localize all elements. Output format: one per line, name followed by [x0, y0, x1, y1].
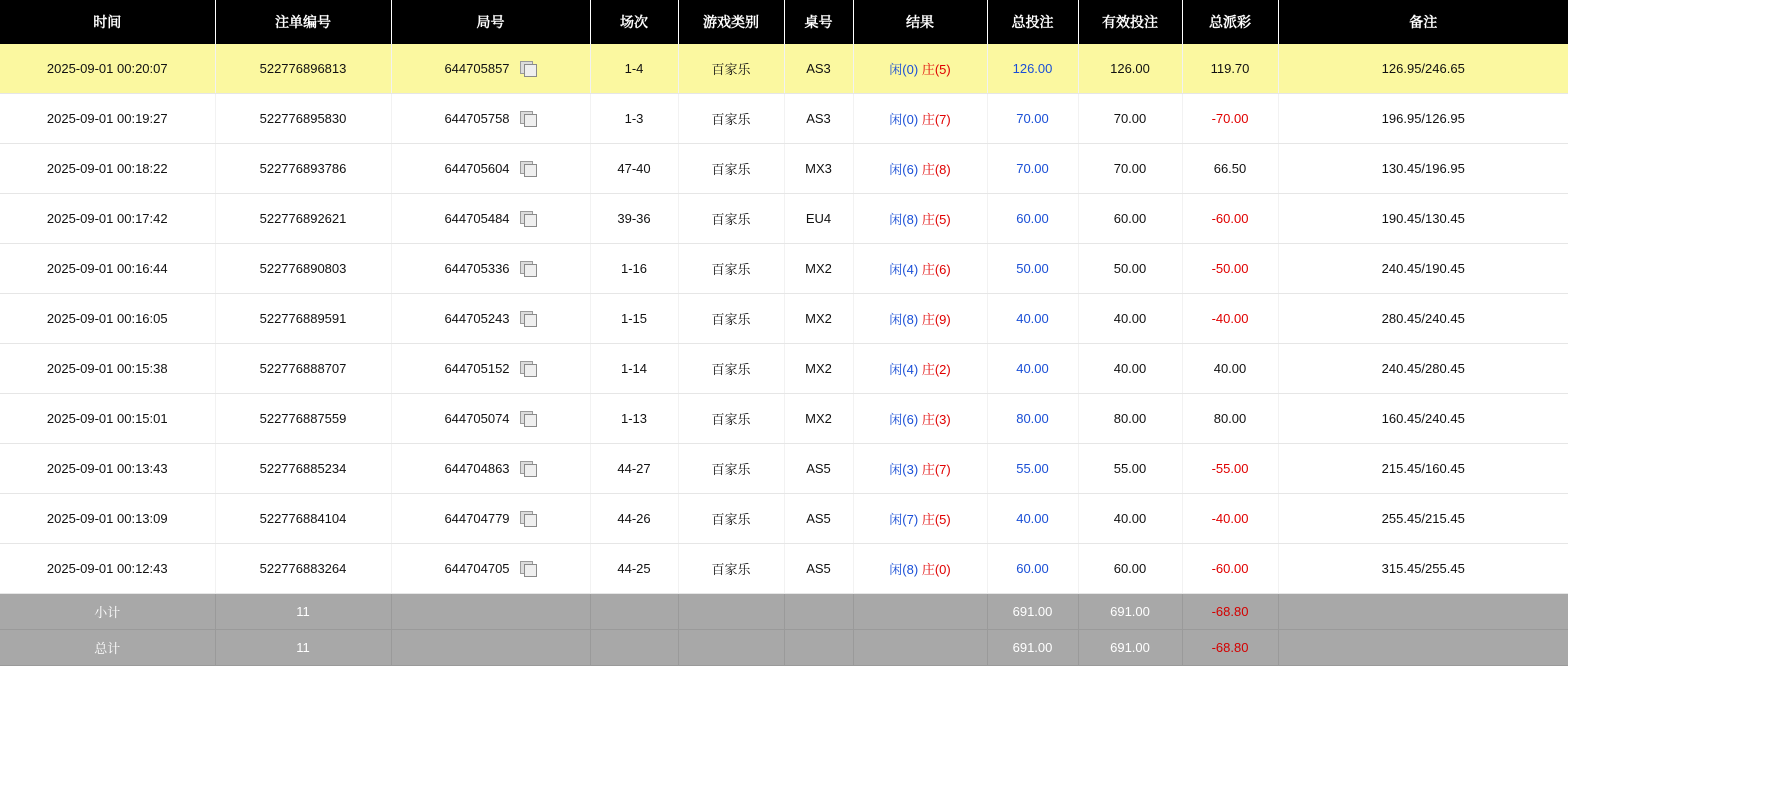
column-header-game-type: 游戏类别 — [678, 0, 784, 44]
cell-round-no — [391, 544, 590, 594]
cell-round-no — [391, 294, 590, 344]
summary-valid-bet: 691.00 — [1078, 630, 1182, 666]
cell-time: 2025-09-01 00:19:27 — [0, 94, 215, 144]
cell-payout: 80.00 — [1182, 394, 1278, 444]
cell-remark: 190.45/130.45 — [1278, 194, 1568, 244]
result-player: 闲(0) — [889, 112, 919, 127]
cell-payout: -40.00 — [1182, 494, 1278, 544]
cell-session: 44-27 — [590, 444, 678, 494]
cell-result — [853, 144, 987, 194]
cell-table-no: MX2 — [784, 294, 853, 344]
cell-result — [853, 294, 987, 344]
cell-valid-bet: 40.00 — [1078, 494, 1182, 544]
cell-total-bet: 126.00 — [987, 44, 1078, 94]
round-no-text: 644705604 — [444, 161, 510, 176]
cell-order-no: 522776884104 — [215, 494, 391, 544]
cell-session: 1-3 — [590, 94, 678, 144]
cell-total-bet: 40.00 — [987, 494, 1078, 544]
table-row[interactable] — [0, 544, 1568, 594]
result-banker: 庄(3) — [921, 412, 951, 427]
cell-remark: 130.45/196.95 — [1278, 144, 1568, 194]
cell-session: 1-4 — [590, 44, 678, 94]
result-banker: 庄(7) — [921, 462, 951, 477]
column-header-valid-bet: 有效投注 — [1078, 0, 1182, 44]
cell-time: 2025-09-01 00:17:42 — [0, 194, 215, 244]
round-no-text: 644705484 — [444, 211, 510, 226]
copy-icon[interactable] — [520, 261, 537, 276]
cell-result — [853, 94, 987, 144]
summary-blank-session — [590, 630, 678, 666]
result-player: 闲(3) — [889, 462, 919, 477]
result-banker: 庄(5) — [921, 62, 951, 77]
round-no-text: 644704705 — [444, 561, 510, 576]
column-header-time: 时间 — [0, 0, 215, 44]
round-no-text: 644705336 — [444, 261, 510, 276]
cell-time: 2025-09-01 00:20:07 — [0, 44, 215, 94]
cell-result — [853, 194, 987, 244]
cell-time: 2025-09-01 00:16:05 — [0, 294, 215, 344]
summary-blank-result — [853, 630, 987, 666]
cell-session: 1-15 — [590, 294, 678, 344]
cell-order-no: 522776883264 — [215, 544, 391, 594]
cell-session: 39-36 — [590, 194, 678, 244]
column-header-table-no: 桌号 — [784, 0, 853, 44]
cell-remark: 315.45/255.45 — [1278, 544, 1568, 594]
round-no-text: 644705758 — [444, 111, 510, 126]
cell-session: 44-25 — [590, 544, 678, 594]
cell-time: 2025-09-01 00:12:43 — [0, 544, 215, 594]
cell-game-type: 百家乐 — [678, 294, 784, 344]
cell-result — [853, 444, 987, 494]
cell-round-no — [391, 394, 590, 444]
copy-icon[interactable] — [520, 411, 537, 426]
cell-remark: 240.45/280.45 — [1278, 344, 1568, 394]
cell-round-no — [391, 44, 590, 94]
result-player: 闲(7) — [889, 512, 919, 527]
cell-order-no: 522776888707 — [215, 344, 391, 394]
result-banker: 庄(0) — [921, 562, 951, 577]
summary-label: 小计 — [0, 594, 215, 630]
cell-table-no: MX2 — [784, 244, 853, 294]
cell-table-no: AS5 — [784, 494, 853, 544]
cell-order-no: 522776887559 — [215, 394, 391, 444]
result-player: 闲(6) — [889, 162, 919, 177]
cell-valid-bet: 126.00 — [1078, 44, 1182, 94]
cell-table-no: MX3 — [784, 144, 853, 194]
summary-blank-round — [391, 594, 590, 630]
summary-count: 11 — [215, 594, 391, 630]
cell-valid-bet: 80.00 — [1078, 394, 1182, 444]
summary-total-bet: 691.00 — [987, 594, 1078, 630]
round-no-text: 644705243 — [444, 311, 510, 326]
column-header-result: 结果 — [853, 0, 987, 44]
cell-total-bet: 70.00 — [987, 144, 1078, 194]
table-row[interactable] — [0, 444, 1568, 494]
cell-table-no: MX2 — [784, 344, 853, 394]
copy-icon[interactable] — [520, 361, 537, 376]
cell-table-no: AS3 — [784, 94, 853, 144]
cell-game-type: 百家乐 — [678, 194, 784, 244]
cell-valid-bet: 60.00 — [1078, 544, 1182, 594]
cell-payout: -50.00 — [1182, 244, 1278, 294]
cell-result — [853, 544, 987, 594]
round-no-text: 644705152 — [444, 361, 510, 376]
cell-total-bet: 60.00 — [987, 544, 1078, 594]
summary-blank-game-type — [678, 594, 784, 630]
cell-total-bet: 40.00 — [987, 294, 1078, 344]
cell-order-no: 522776889591 — [215, 294, 391, 344]
cell-game-type: 百家乐 — [678, 344, 784, 394]
cell-game-type: 百家乐 — [678, 394, 784, 444]
cell-game-type: 百家乐 — [678, 494, 784, 544]
summary-blank-table-no — [784, 594, 853, 630]
cell-table-no: EU4 — [784, 194, 853, 244]
summary-total-bet: 691.00 — [987, 630, 1078, 666]
table-row[interactable] — [0, 344, 1568, 394]
cell-game-type: 百家乐 — [678, 94, 784, 144]
summary-blank-remark — [1278, 630, 1568, 666]
cell-time: 2025-09-01 00:13:43 — [0, 444, 215, 494]
copy-icon[interactable] — [520, 61, 537, 76]
cell-session: 1-13 — [590, 394, 678, 444]
cell-total-bet: 40.00 — [987, 344, 1078, 394]
cell-valid-bet: 70.00 — [1078, 94, 1182, 144]
cell-time: 2025-09-01 00:15:38 — [0, 344, 215, 394]
round-no-text: 644705857 — [444, 61, 510, 76]
cell-total-bet: 60.00 — [987, 194, 1078, 244]
table-row[interactable] — [0, 494, 1568, 544]
cell-game-type: 百家乐 — [678, 444, 784, 494]
round-no-text: 644705074 — [444, 411, 510, 426]
cell-round-no — [391, 144, 590, 194]
column-header-total-bet: 总投注 — [987, 0, 1078, 44]
cell-result — [853, 244, 987, 294]
cell-round-no — [391, 244, 590, 294]
result-banker: 庄(9) — [921, 312, 951, 327]
copy-icon[interactable] — [520, 311, 537, 326]
cell-valid-bet: 70.00 — [1078, 144, 1182, 194]
result-player: 闲(6) — [889, 412, 919, 427]
copy-icon[interactable] — [520, 161, 537, 176]
copy-icon[interactable] — [520, 561, 537, 576]
summary-count: 11 — [215, 630, 391, 666]
cell-remark: 240.45/190.45 — [1278, 244, 1568, 294]
cell-time: 2025-09-01 00:15:01 — [0, 394, 215, 444]
summary-valid-bet: 691.00 — [1078, 594, 1182, 630]
cell-valid-bet: 50.00 — [1078, 244, 1182, 294]
cell-table-no: AS5 — [784, 444, 853, 494]
cell-round-no — [391, 444, 590, 494]
cell-session: 44-26 — [590, 494, 678, 544]
cell-payout: -55.00 — [1182, 444, 1278, 494]
cell-payout: 119.70 — [1182, 44, 1278, 94]
cell-round-no — [391, 344, 590, 394]
summary-blank-session — [590, 594, 678, 630]
cell-total-bet: 70.00 — [987, 94, 1078, 144]
cell-payout: -60.00 — [1182, 194, 1278, 244]
result-player: 闲(0) — [889, 62, 919, 77]
round-no-text: 644704779 — [444, 511, 510, 526]
cell-remark: 280.45/240.45 — [1278, 294, 1568, 344]
cell-round-no — [391, 94, 590, 144]
cell-session: 1-14 — [590, 344, 678, 394]
result-player: 闲(8) — [889, 562, 919, 577]
cell-order-no: 522776885234 — [215, 444, 391, 494]
result-banker: 庄(8) — [921, 162, 951, 177]
cell-time: 2025-09-01 00:18:22 — [0, 144, 215, 194]
summary-label: 总计 — [0, 630, 215, 666]
column-header-round-no: 局号 — [391, 0, 590, 44]
result-player: 闲(4) — [889, 362, 919, 377]
round-no-text: 644704863 — [444, 461, 510, 476]
cell-time: 2025-09-01 00:16:44 — [0, 244, 215, 294]
cell-remark: 215.45/160.45 — [1278, 444, 1568, 494]
summary-payout: -68.80 — [1182, 630, 1278, 666]
result-banker: 庄(6) — [921, 262, 951, 277]
copy-icon[interactable] — [520, 211, 537, 226]
cell-remark: 196.95/126.95 — [1278, 94, 1568, 144]
result-player: 闲(8) — [889, 312, 919, 327]
cell-order-no: 522776895830 — [215, 94, 391, 144]
summary-row — [0, 630, 1568, 666]
cell-valid-bet: 60.00 — [1078, 194, 1182, 244]
cell-payout: 40.00 — [1182, 344, 1278, 394]
result-banker: 庄(2) — [921, 362, 951, 377]
cell-result — [853, 394, 987, 444]
cell-table-no: MX2 — [784, 394, 853, 444]
result-banker: 庄(5) — [921, 512, 951, 527]
cell-game-type: 百家乐 — [678, 144, 784, 194]
cell-valid-bet: 40.00 — [1078, 294, 1182, 344]
column-header-remark: 备注 — [1278, 0, 1568, 44]
cell-round-no — [391, 194, 590, 244]
table-header — [0, 0, 1568, 44]
cell-order-no: 522776893786 — [215, 144, 391, 194]
column-header-payout: 总派彩 — [1182, 0, 1278, 44]
summary-blank-table-no — [784, 630, 853, 666]
result-banker: 庄(5) — [921, 212, 951, 227]
cell-table-no: AS5 — [784, 544, 853, 594]
cell-total-bet: 50.00 — [987, 244, 1078, 294]
cell-table-no: AS3 — [784, 44, 853, 94]
table-header-row — [0, 0, 1568, 44]
cell-session: 47-40 — [590, 144, 678, 194]
table-row[interactable] — [0, 144, 1568, 194]
table-row[interactable] — [0, 294, 1568, 344]
cell-result — [853, 44, 987, 94]
table-row[interactable] — [0, 394, 1568, 444]
copy-icon[interactable] — [520, 511, 537, 526]
cell-payout: -60.00 — [1182, 544, 1278, 594]
cell-order-no: 522776892621 — [215, 194, 391, 244]
cell-remark: 255.45/215.45 — [1278, 494, 1568, 544]
cell-game-type: 百家乐 — [678, 544, 784, 594]
cell-time: 2025-09-01 00:13:09 — [0, 494, 215, 544]
result-banker: 庄(7) — [921, 112, 951, 127]
cell-valid-bet: 55.00 — [1078, 444, 1182, 494]
cell-result — [853, 344, 987, 394]
summary-blank-remark — [1278, 594, 1568, 630]
summary-blank-game-type — [678, 630, 784, 666]
cell-total-bet: 80.00 — [987, 394, 1078, 444]
summary-blank-round — [391, 630, 590, 666]
column-header-order-no: 注单编号 — [215, 0, 391, 44]
cell-session: 1-16 — [590, 244, 678, 294]
table-row[interactable] — [0, 194, 1568, 244]
table-row[interactable] — [0, 94, 1568, 144]
cell-game-type: 百家乐 — [678, 244, 784, 294]
cell-payout: -70.00 — [1182, 94, 1278, 144]
cell-game-type: 百家乐 — [678, 44, 784, 94]
summary-payout: -68.80 — [1182, 594, 1278, 630]
cell-valid-bet: 40.00 — [1078, 344, 1182, 394]
summary-row — [0, 594, 1568, 630]
cell-order-no: 522776896813 — [215, 44, 391, 94]
cell-order-no: 522776890803 — [215, 244, 391, 294]
cell-total-bet: 55.00 — [987, 444, 1078, 494]
table-body — [0, 44, 1568, 666]
cell-result — [853, 494, 987, 544]
cell-payout: -40.00 — [1182, 294, 1278, 344]
copy-icon[interactable] — [520, 111, 537, 126]
cell-round-no — [391, 494, 590, 544]
table-row[interactable] — [0, 44, 1568, 94]
summary-blank-result — [853, 594, 987, 630]
table-row[interactable] — [0, 244, 1568, 294]
result-player: 闲(4) — [889, 262, 919, 277]
cell-payout: 66.50 — [1182, 144, 1278, 194]
column-header-session: 场次 — [590, 0, 678, 44]
cell-remark: 160.45/240.45 — [1278, 394, 1568, 444]
cell-remark: 126.95/246.65 — [1278, 44, 1568, 94]
result-player: 闲(8) — [889, 212, 919, 227]
copy-icon[interactable] — [520, 461, 537, 476]
